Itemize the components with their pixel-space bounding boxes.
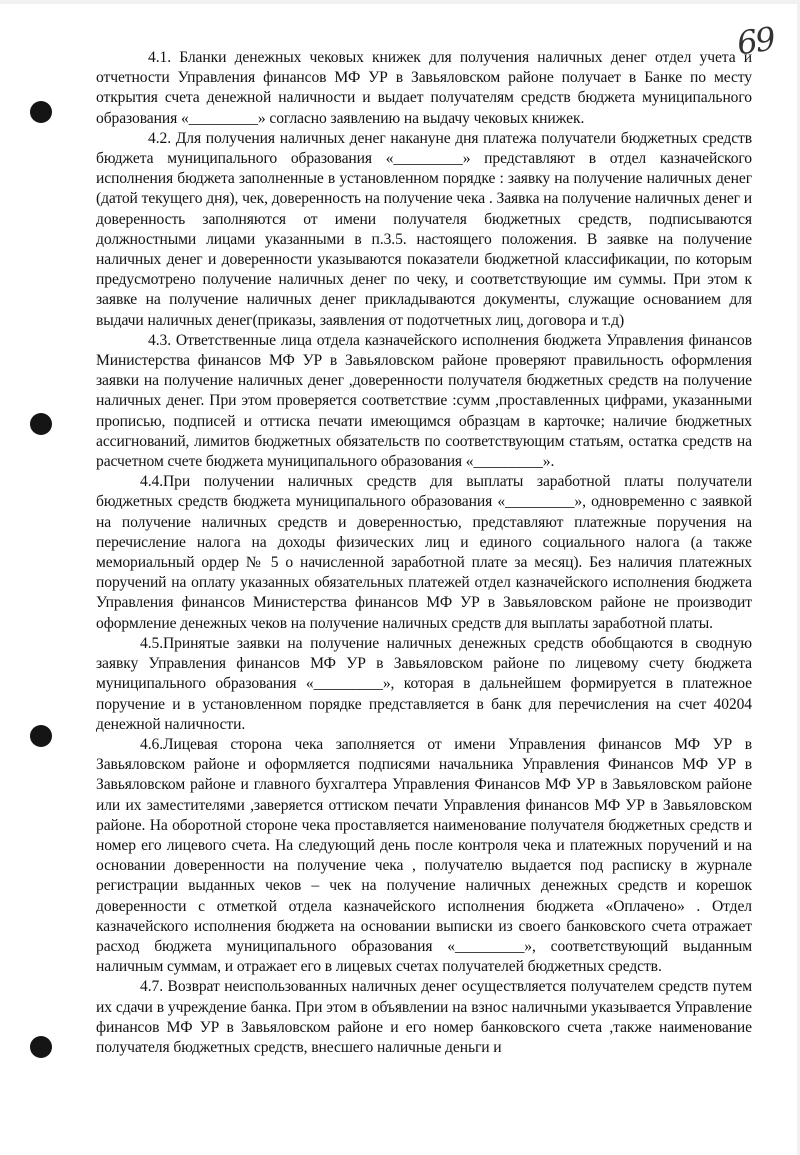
paragraph-4-2: 4.2. Для получения наличных денег накануне дня платежа получатели бюджетных средств бюджета муниципального образования «_________» представляют в отдел казначейского исполнения бюджета заполненные в установленном порядке : заявку на получение наличных денег (датой текущего дня), чек, доверенность на получение чека . Заявка на получение наличных денег и доверенность заполняются от имени получателя бюджетных средств, подписываются должностными лицами указанными в п.3.5. настоящего положения. В заявке на получение наличных денег и доверенности указываются показатели бюджетной классификации, по которым предусмотрено получение наличных денег по чеку, и соответствующие им суммы. При этом к заявке на получение наличных денег прикладываются документы, служащие основанием для выдачи наличных денег(приказы, заявления от подотчетных лиц, договора и т.д) xyxy=(96,129,752,329)
paragraph-4-7: 4.7. Возврат неиспользованных наличных денег осуществляется получателем средств путем их сдачи в учреждение банка. При этом в объявлении на взнос наличными указывается Управление финансов МФ УР в Завьяловском районе и его номер банковского счета ,также наименование получателя бюджетных средств, внесшего наличные деньги и xyxy=(96,978,752,1056)
paragraph-4-3: 4.3. Ответственные лица отдела казначейского исполнения бюджета Управления финансов Министерства финансов МФ УР в Завьяловском районе проверяют правильность оформления заявки на получение наличных денег ,доверенности получателя бюджетных средств на получение наличных денег. При этом проверяется соответствие :сумм ,проставленных цифрами, указанными прописью, подписей и оттиска печати имеющимся образцам в карточке; наличие бюджетных ассигнований, лимитов бюджетных обязательств по соответствующим статьям, остатка средств на расчетном счете бюджета муниципального образования «_________». xyxy=(96,331,752,471)
scan-edge-top xyxy=(0,0,800,4)
handwritten-page-number: 69 xyxy=(734,19,777,63)
punch-hole-3 xyxy=(30,725,52,747)
punch-hole-1 xyxy=(30,101,52,123)
punch-hole-4 xyxy=(30,1036,52,1058)
paragraph-4-5: 4.5.Принятые заявки на получение наличных денежных средств обобщаются в сводную заявку Управления финансов МФ УР в Завьяловском районе по лицевому счету бюджета муниципального образования «_________», которая в дальнейшем формируется в платежное поручение и в установленном порядке представляется в банк для перечисления на счет 40204 денежной наличности. xyxy=(96,634,752,733)
paragraph-4-1: 4.1. Бланки денежных чековых книжек для получения наличных денег отдел учета и отчетности Управления финансов МФ УР в Завьяловском районе получает в Банке по месту открытия счета денежной наличности и выдает получателям средств бюджета муниципального образования «_________» согласно заявлению на выдачу чековых книжек. xyxy=(96,49,752,127)
paragraph-4-6: 4.6.Лицевая сторона чека заполняется от имени Управления финансов МФ УР в Завьяловском районе и оформляется подписями начальника Управления Финансов МФ УР в Завьяловском районе и главного бухгалтера Управления Финансов МФ УР в Завьяловском районе или их заместителями ,заверяется оттиском печати Управления финансов МФ УР в Завьяловском районе. На оборотной стороне чека проставляется наименование получателя бюджетных средств и номер его лицевого счета. На следующий день после контроля чека и платежных поручений и на основании доверенности на получение чека , получателю выдается под расписку в журнале регистрации выданных чеков – чек на получение наличных денежных средств и корешок доверенности с отметкой отдела казначейского исполнения бюджета «Оплачено» . Отдел казначейского исполнения бюджета на основании выписки из своего банковского счета отражает расход бюджета муниципального образования «_________», соответствующий выданным наличным суммам, и отражает его в лицевых счетах получателей бюджетных средств. xyxy=(96,735,752,976)
document-body xyxy=(96,48,752,1058)
punch-hole-2 xyxy=(30,413,52,435)
paragraph-4-4: 4.4.При получении наличных средств для выплаты заработной платы получатели бюджетных средств бюджета муниципального образования «_________», одновременно с заявкой на получение наличных средств и доверенностью, представляют платежные поручения на перечисление налога на доходы физических лиц и единого социального налога (а также мемориальный ордер № 5 о начисленной заработной плате за месяц). Без наличия платежных поручений на оплату указанных обязательных платежей отдел казначейского исполнения бюджета Управления финансов Министерства финансов МФ УР в Завьяловском районе не производит оформление денежных чеков на получение наличных средств для выплаты заработной платы. xyxy=(96,473,752,632)
